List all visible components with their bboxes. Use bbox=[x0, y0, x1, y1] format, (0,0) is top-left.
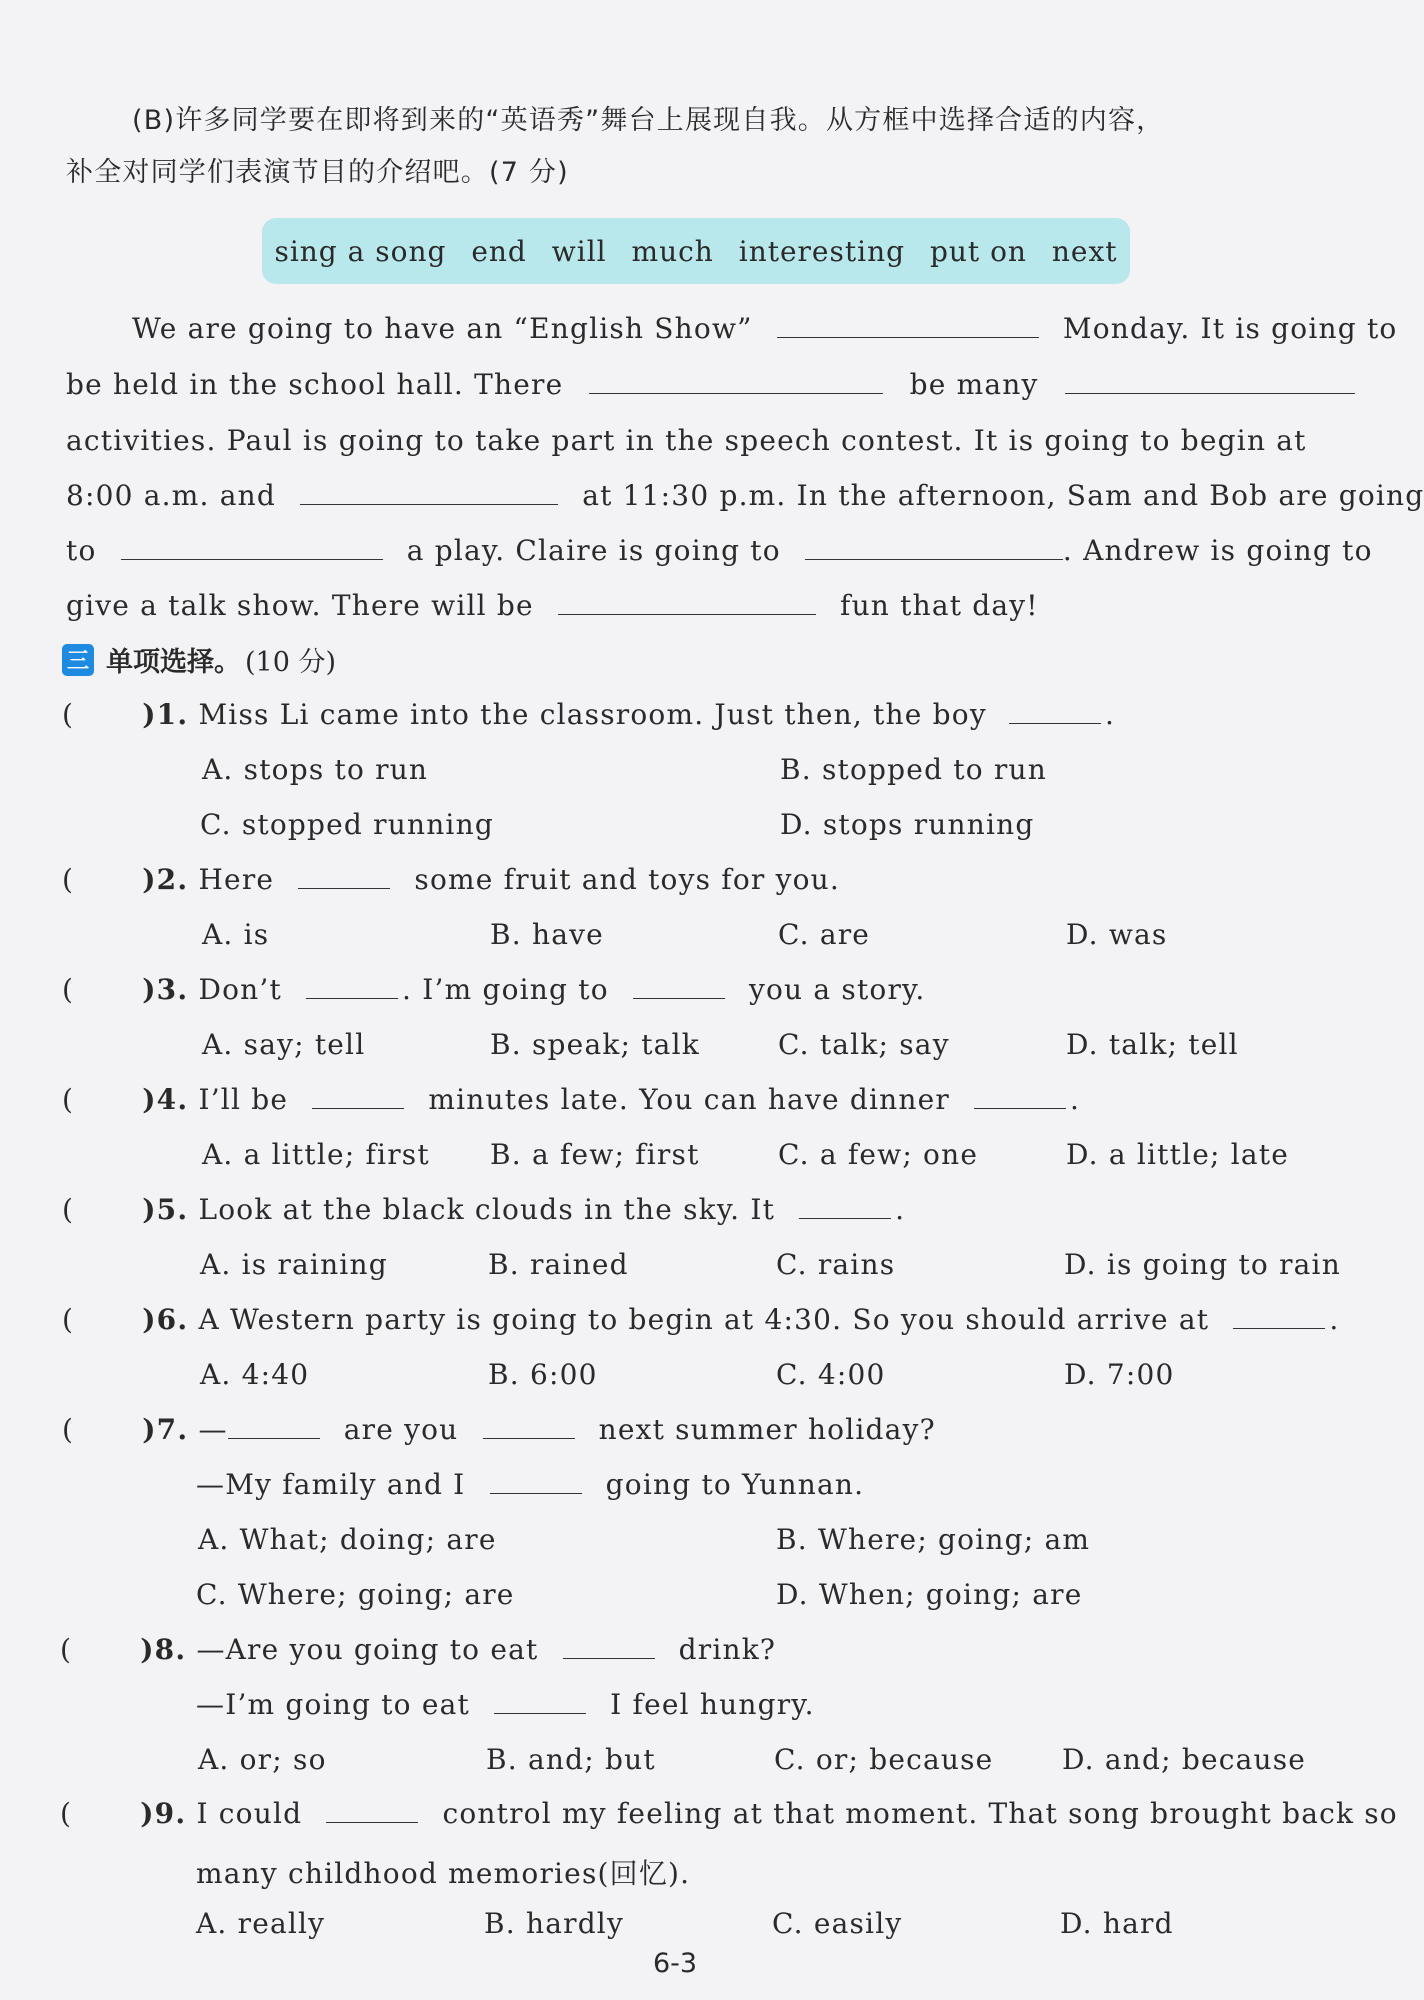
answer-blank[interactable] bbox=[300, 498, 558, 505]
answer-paren[interactable]: ( bbox=[62, 698, 75, 731]
option-d[interactable]: D. and; because bbox=[1062, 1743, 1307, 1776]
answer-blank[interactable] bbox=[483, 1432, 575, 1439]
passage-text: fun that day! bbox=[840, 589, 1039, 622]
answer-blank[interactable] bbox=[633, 992, 725, 999]
option-c[interactable]: C. 4:00 bbox=[776, 1358, 886, 1391]
option-c[interactable]: C. talk; say bbox=[778, 1028, 950, 1061]
question-2 bbox=[62, 863, 840, 896]
answer-blank[interactable] bbox=[298, 882, 390, 889]
word-box-item: interesting bbox=[738, 234, 906, 268]
question-8 bbox=[60, 1633, 776, 1666]
option-b[interactable]: B. 6:00 bbox=[488, 1358, 598, 1391]
question-9-line2: many childhood memories(回忆). bbox=[196, 1857, 691, 1890]
option-a[interactable]: A. is raining bbox=[200, 1248, 388, 1281]
option-a[interactable]: A. stops to run bbox=[202, 753, 429, 786]
answer-paren[interactable]: ( bbox=[62, 863, 75, 896]
question-stem: drink? bbox=[678, 1633, 777, 1666]
question-9 bbox=[60, 1797, 1398, 1830]
question-number: )7. bbox=[142, 1413, 189, 1446]
question-number: )8. bbox=[140, 1633, 187, 1666]
question-stem: — bbox=[198, 1413, 228, 1446]
question-number: )4. bbox=[142, 1083, 189, 1116]
option-c[interactable]: C. are bbox=[778, 918, 871, 951]
answer-blank[interactable] bbox=[974, 1102, 1066, 1109]
question-number: )5. bbox=[142, 1193, 189, 1226]
option-c[interactable]: C. a few; one bbox=[778, 1138, 979, 1171]
question-number: )3. bbox=[142, 973, 189, 1006]
section-number-badge: 三 bbox=[62, 644, 94, 676]
answer-blank[interactable] bbox=[1065, 387, 1355, 394]
passage-line-6 bbox=[66, 589, 1039, 622]
option-a[interactable]: A. say; tell bbox=[202, 1028, 366, 1061]
answer-paren[interactable]: ( bbox=[62, 973, 75, 1006]
word-box-item: put on bbox=[929, 234, 1027, 268]
option-b[interactable]: B. hardly bbox=[484, 1907, 624, 1940]
question-stem: next summer holiday? bbox=[598, 1413, 936, 1446]
answer-blank[interactable] bbox=[805, 553, 1063, 560]
part-b-intro-line2: 补全对同学们表演节目的介绍吧。(7 分) bbox=[66, 157, 569, 188]
option-d[interactable]: D. hard bbox=[1060, 1907, 1174, 1940]
question-7-reply bbox=[196, 1468, 864, 1501]
answer-blank[interactable] bbox=[326, 1816, 418, 1823]
passage-line-3: activities. Paul is going to take part in the speech contest. It is going to begin at bbox=[66, 424, 1307, 457]
question-7 bbox=[62, 1413, 936, 1446]
passage-line-2 bbox=[66, 368, 1355, 401]
option-c[interactable]: C. rains bbox=[776, 1248, 896, 1281]
question-stem: minutes late. You can have dinner bbox=[428, 1083, 950, 1116]
question-stem: Here bbox=[198, 863, 275, 896]
question-number: )9. bbox=[140, 1797, 187, 1830]
option-b[interactable]: B. stopped to run bbox=[780, 753, 1047, 786]
answer-paren[interactable]: ( bbox=[62, 1193, 75, 1226]
question-stem: . bbox=[1070, 1083, 1081, 1116]
word-box bbox=[262, 218, 1130, 284]
passage-text: 8:00 a.m. and bbox=[66, 479, 276, 512]
question-stem: you a story. bbox=[748, 973, 926, 1006]
word-box-item: next bbox=[1051, 234, 1118, 268]
question-stem: —Are you going to eat bbox=[196, 1633, 539, 1666]
question-stem: —I’m going to eat bbox=[196, 1688, 470, 1721]
question-stem: some fruit and toys for you. bbox=[414, 863, 841, 896]
question-4 bbox=[62, 1083, 1080, 1116]
answer-paren[interactable]: ( bbox=[62, 1083, 75, 1116]
option-b[interactable]: B. Where; going; am bbox=[776, 1523, 1091, 1556]
question-stem: . bbox=[1329, 1303, 1340, 1336]
word-box-item: sing a song bbox=[274, 234, 447, 268]
passage-text: to bbox=[66, 534, 97, 567]
question-number: )6. bbox=[142, 1303, 189, 1336]
answer-blank[interactable] bbox=[1233, 1322, 1325, 1329]
question-stem: Look at the black clouds in the sky. It bbox=[198, 1193, 776, 1226]
option-b[interactable]: B. and; but bbox=[486, 1743, 656, 1776]
option-a[interactable]: A. a little; first bbox=[202, 1138, 430, 1171]
section-score: (10 分) bbox=[245, 647, 337, 678]
page-number: 6-3 bbox=[652, 1948, 698, 1979]
question-stem: A Western party is going to begin at 4:30. So you should arrive at bbox=[198, 1303, 1210, 1336]
answer-blank[interactable] bbox=[228, 1432, 320, 1439]
passage-text: Monday. It is going to bbox=[1062, 312, 1398, 345]
option-a[interactable]: A. What; doing; are bbox=[198, 1523, 497, 1556]
answer-paren[interactable]: ( bbox=[60, 1797, 73, 1830]
answer-blank[interactable] bbox=[1009, 717, 1101, 724]
option-b[interactable]: B. speak; talk bbox=[490, 1028, 700, 1061]
passage-text: a play. Claire is going to bbox=[406, 534, 781, 567]
answer-paren[interactable]: ( bbox=[60, 1633, 73, 1666]
question-stem: are you bbox=[343, 1413, 459, 1446]
passage-text: . Andrew is going to bbox=[1062, 534, 1373, 567]
option-d[interactable]: D. was bbox=[1066, 918, 1168, 951]
question-stem: . I’m going to bbox=[402, 973, 609, 1006]
answer-blank[interactable] bbox=[121, 553, 383, 560]
question-number: )2. bbox=[142, 863, 189, 896]
passage-line-4 bbox=[66, 479, 1424, 512]
question-1 bbox=[62, 698, 1115, 731]
option-d[interactable]: D. talk; tell bbox=[1066, 1028, 1239, 1061]
question-8-reply bbox=[196, 1688, 815, 1721]
question-5 bbox=[62, 1193, 905, 1226]
answer-blank[interactable] bbox=[777, 331, 1039, 338]
question-stem: control my feeling at that moment. That song brought back so bbox=[442, 1797, 1398, 1830]
option-a[interactable]: A. is bbox=[202, 918, 270, 951]
passage-text: be many bbox=[909, 368, 1039, 401]
option-b[interactable]: B. a few; first bbox=[490, 1138, 700, 1171]
passage-line-5 bbox=[66, 534, 1373, 567]
option-a[interactable]: A. 4:40 bbox=[200, 1358, 310, 1391]
option-a[interactable]: A. really bbox=[196, 1907, 326, 1940]
word-box-item: will bbox=[551, 234, 607, 268]
question-stem: Don’t bbox=[198, 973, 282, 1006]
answer-paren[interactable]: ( bbox=[62, 1303, 75, 1336]
option-c[interactable]: C. stopped running bbox=[200, 808, 494, 841]
question-stem: —My family and I bbox=[196, 1468, 466, 1501]
question-stem: Miss Li came into the classroom. Just then, the boy bbox=[198, 698, 987, 731]
passage-text: give a talk show. There will be bbox=[66, 589, 534, 622]
question-stem: going to Yunnan. bbox=[605, 1468, 865, 1501]
question-stem: . bbox=[895, 1193, 906, 1226]
option-d[interactable]: D. 7:00 bbox=[1064, 1358, 1175, 1391]
answer-paren[interactable]: ( bbox=[62, 1413, 75, 1446]
option-c[interactable]: C. Where; going; are bbox=[196, 1578, 515, 1611]
question-stem: I could bbox=[196, 1797, 303, 1830]
answer-blank[interactable] bbox=[558, 608, 816, 615]
answer-blank[interactable] bbox=[494, 1707, 586, 1714]
question-stem: I feel hungry. bbox=[610, 1688, 815, 1721]
option-d[interactable]: D. is going to rain bbox=[1064, 1248, 1341, 1281]
answer-blank[interactable] bbox=[306, 992, 398, 999]
answer-blank[interactable] bbox=[563, 1652, 655, 1659]
passage-text: at 11:30 p.m. In the afternoon, Sam and Bob are going bbox=[582, 479, 1424, 512]
word-box-item: end bbox=[471, 234, 527, 268]
option-b[interactable]: B. rained bbox=[488, 1248, 629, 1281]
option-b[interactable]: B. have bbox=[490, 918, 604, 951]
section-3-header bbox=[62, 640, 336, 679]
question-stem: I’ll be bbox=[198, 1083, 289, 1116]
answer-blank[interactable] bbox=[799, 1212, 891, 1219]
passage-line-1 bbox=[132, 312, 1397, 345]
passage-text: be held in the school hall. There bbox=[66, 368, 564, 401]
section-title: 单项选择。 bbox=[106, 647, 241, 678]
option-d[interactable]: D. a little; late bbox=[1066, 1138, 1289, 1171]
answer-blank[interactable] bbox=[490, 1487, 582, 1494]
option-c[interactable]: C. or; because bbox=[774, 1743, 994, 1776]
answer-blank[interactable] bbox=[312, 1102, 404, 1109]
option-c[interactable]: C. easily bbox=[772, 1907, 903, 1940]
question-stem: . bbox=[1104, 698, 1116, 731]
question-number: )1. bbox=[142, 698, 189, 731]
option-a[interactable]: A. or; so bbox=[198, 1743, 327, 1776]
word-box-item: much bbox=[631, 234, 714, 268]
option-d[interactable]: D. stops running bbox=[780, 808, 1035, 841]
question-6 bbox=[62, 1303, 1339, 1336]
question-3 bbox=[62, 973, 925, 1006]
passage-text: We are going to have an “English Show” bbox=[132, 312, 753, 345]
part-b-intro-line1: (B)许多同学要在即将到来的“英语秀”舞台上展现自我。从方框中选择合适的内容， bbox=[132, 105, 1165, 136]
answer-blank[interactable] bbox=[589, 387, 883, 394]
option-d[interactable]: D. When; going; are bbox=[776, 1578, 1083, 1611]
